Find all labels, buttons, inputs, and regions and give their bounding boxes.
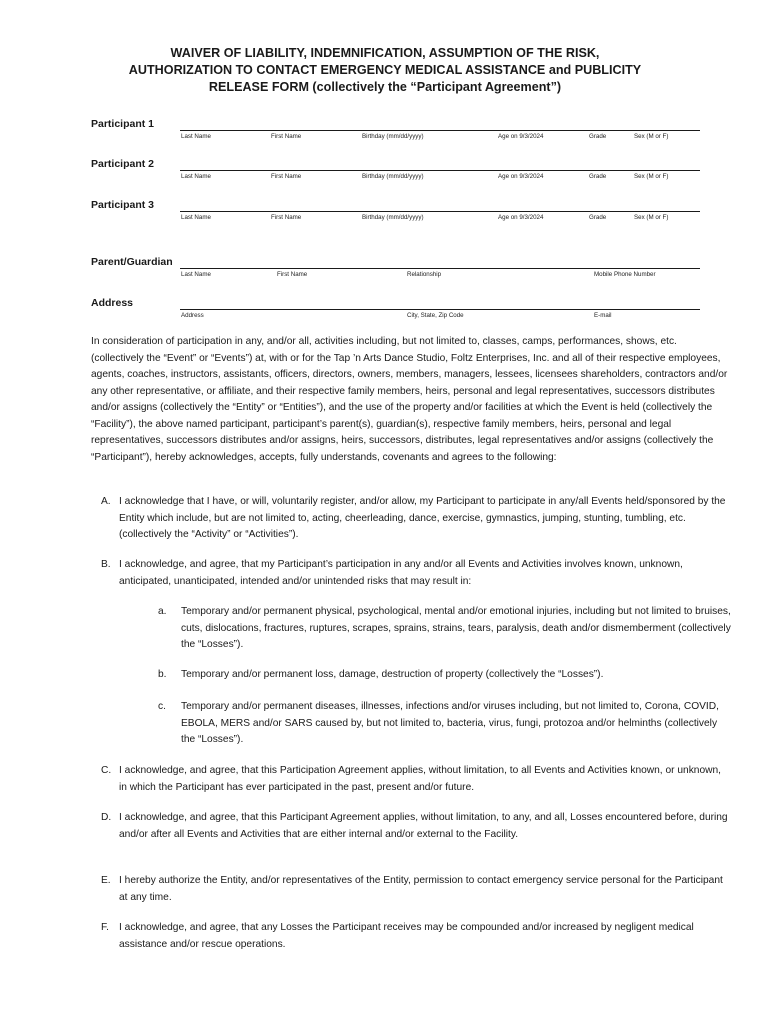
subclause-text: Temporary and/or permanent loss, damage, destruction of property (collectively the “Losses”). [181,669,604,680]
first-name-caption: First Name [271,173,302,180]
sex-caption: Sex (M or F) [634,173,669,180]
participant-2-row [0,158,770,188]
participant-3-label: Participant 3 [91,199,155,211]
clause-text: I acknowledge, and agree, that any Losses the Participant receives may be compounded and/or increased by negligent medical assistance and/or rescue operations. [119,922,694,950]
clause-marker: E. [101,875,111,886]
clause-marker: F. [101,922,109,933]
birthday-caption: Birthday (mm/dd/yyyy) [362,173,424,180]
subclause-text: Temporary and/or permanent physical, psychological, mental and/or emotional injuries, including but not limited to bruises, cuts, dislocations, fractures, ruptures, scrapes, sprains, strains, tears, paralysis, death and/or dismemberment (collectively the “Losses”). [181,606,731,650]
guardian-last-name-caption: Last Name [181,271,211,278]
guardian-fill-line[interactable] [180,268,700,269]
subclause-marker: b. [158,669,167,680]
birthday-caption: Birthday (mm/dd/yyyy) [362,133,424,140]
title-line-2: AUTHORIZATION TO CONTACT EMERGENCY MEDICAL ASSISTANCE and PUBLICITY [128,63,642,77]
clause-text: I acknowledge, and agree, that my Participant’s participation in any and/or all Events and Activities involves known, unknown, anticipated, unanticipated, intended and/or unintended risks that may result in: [119,559,683,587]
subclause-marker: c. [158,701,166,712]
address-fill-line[interactable] [180,309,700,310]
first-name-caption: First Name [271,214,302,221]
guardian-label: Parent/Guardian [91,256,173,268]
participant-3-fill-line[interactable] [180,211,700,212]
clause-text: I acknowledge, and agree, that this Participation Agreement applies, without limitation, to all Events and Activities known, or unknown, in which the Participant has ever participated in the past, present and/or future. [119,765,721,793]
age-caption: Age on 9/3/2024 [498,173,544,180]
participant-3-row [0,199,770,229]
participant-2-fill-line[interactable] [180,170,700,171]
guardian-row [0,256,770,286]
participant-1-row [0,118,770,148]
last-name-caption: Last Name [181,133,211,140]
clause-marker: A. [101,496,111,507]
grade-caption: Grade [589,214,607,221]
birthday-caption: Birthday (mm/dd/yyyy) [362,214,424,221]
mobile-phone-caption: Mobile Phone Number [594,271,656,278]
participant-1-label: Participant 1 [91,118,155,130]
clause-marker: C. [101,765,112,776]
last-name-caption: Last Name [181,173,211,180]
clause-text: I acknowledge, and agree, that this Participant Agreement applies, without limitation, to any, and all, Losses encountered before, during and/or after all Events and Activities that are either internal and/or external to the Facility. [119,812,728,840]
clause-marker: B. [101,559,111,570]
clause-text: I acknowledge that I have, or will, voluntarily register, and/or allow, my Participant to participate in any/all Events held/sponsored by the Entity which include, but are not limited to, acting, cheerleading, dance, exercise, gymnastics, jumping, stunting, tumbling, etc. (collectively the “Activity” or “Activities”). [119,496,726,540]
title-line-3: RELEASE FORM (collectively the “Participant Agreement”) [208,80,562,94]
address-label: Address [91,297,134,309]
clause-marker: D. [101,812,112,823]
guardian-first-name-caption: First Name [277,271,308,278]
last-name-caption: Last Name [181,214,211,221]
participant-2-label: Participant 2 [91,158,155,170]
form-title [60,45,710,96]
age-caption: Age on 9/3/2024 [498,133,544,140]
participant-1-fill-line[interactable] [180,130,700,131]
relationship-caption: Relationship [407,271,442,278]
subclause-text: Temporary and/or permanent diseases, illnesses, infections and/or viruses including, but not limited to, Corona, COVID, EBOLA, MERS and/or SARS caused by, but not limited to, bacteria, virus, fungi, protozoa and/or helminths (collectively the “Losses”). [181,701,719,745]
intro-paragraph: In consideration of participation in any, and/or all, activities including, but not limited to, classes, camps, performances, shows, etc. (collectively the “Event” or “Events”) at, with or for the Tap ’n Arts Dance Studio, Foltz Enterprises, Inc. and all of their respective employees, agents, coaches, instructors, assistants, officers, directors, owners, members, managers, lessees, licensees shareholders, contractors and/or any other representative, or affiliate, and their respective family members, heirs, personal and legal representatives, successors distributes and/or assigns (collectively the “Entity” or “Entities”), and the use of the property and/or facilities at which the Event is held (collectively the “Facility”), the above named participant, participant’s parent(s), guardian(s), respective family members, heirs, personal and legal representatives, successors distributes and/or assigns, heirs, successors, distributes, legal representatives and/or assigns (collectively the “Participant”), hereby acknowledges, accepts, fully understands, covenants and agrees to the following: [91,336,728,463]
subclause-marker: a. [158,606,167,617]
grade-caption: Grade [589,133,607,140]
title-line-1: WAIVER OF LIABILITY, INDEMNIFICATION, ASSUMPTION OF THE RISK, [170,46,600,60]
grade-caption: Grade [589,173,607,180]
sex-caption: Sex (M or F) [634,214,669,221]
address-row [0,297,770,327]
sex-caption: Sex (M or F) [634,133,669,140]
email-caption: E-mail [594,312,612,319]
first-name-caption: First Name [271,133,302,140]
age-caption: Age on 9/3/2024 [498,214,544,221]
city-state-zip-caption: City, State, Zip Code [407,312,464,319]
address-caption: Address [181,312,204,319]
clause-text: I hereby authorize the Entity, and/or representatives of the Entity, permission to contact emergency service personal for the Participant at any time. [119,875,723,903]
